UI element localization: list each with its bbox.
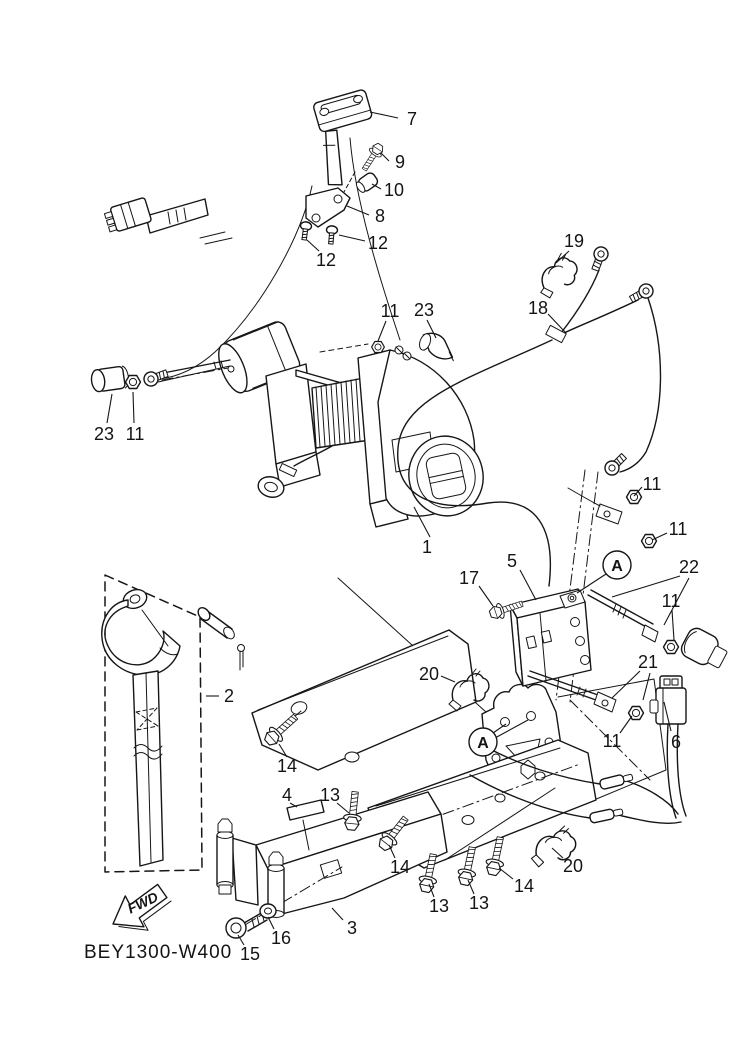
callout-11b (652, 519, 687, 540)
svg-text:21: 21 (637, 652, 659, 672)
bullet-terminal (589, 807, 623, 824)
callout-2 (206, 686, 234, 706)
callout-11t (378, 301, 399, 341)
svg-text:13: 13 (428, 896, 450, 916)
svg-text:18: 18 (527, 298, 549, 318)
callout-13c (468, 880, 489, 913)
hook (102, 586, 180, 675)
callout-9 (381, 152, 405, 172)
svg-text:14: 14 (513, 876, 535, 896)
catalog-code: BEY1300-W400 (84, 942, 233, 963)
svg-text:13: 13 (319, 785, 341, 805)
svg-text:23: 23 (93, 424, 115, 444)
svg-text:11: 11 (380, 301, 400, 321)
svg-text:7: 7 (406, 109, 418, 129)
callout-11c (662, 591, 681, 640)
svg-text:1: 1 (421, 537, 433, 557)
callout-4 (282, 785, 297, 807)
svg-text:2: 2 (223, 686, 235, 706)
roller (217, 819, 233, 894)
switch-connector (103, 197, 151, 233)
callout-7 (370, 109, 417, 129)
callout-11l (126, 392, 145, 444)
svg-text:11: 11 (602, 731, 622, 751)
svg-text:12: 12 (367, 233, 389, 253)
svg-text:12: 12 (315, 250, 337, 270)
lead-wire-22 (588, 590, 731, 673)
strap (133, 671, 163, 866)
cotter-pin (238, 645, 245, 671)
fwd-direction-arrow (104, 878, 178, 943)
relay-assembly-5 (488, 589, 591, 686)
callout-23l (94, 394, 114, 444)
fairlead-3 (217, 792, 450, 938)
callout-23t (414, 300, 436, 338)
svg-text:11: 11 (668, 519, 688, 539)
terminal-boot-23-top (417, 330, 460, 363)
callout-20l (552, 848, 583, 876)
callout-3 (332, 908, 357, 938)
svg-text:3: 3 (346, 918, 358, 938)
svg-text:4: 4 (281, 785, 293, 805)
svg-text:5: 5 (506, 551, 518, 571)
clevis-pin (196, 605, 237, 640)
callout-17 (459, 568, 493, 606)
washer-16 (260, 904, 276, 918)
svg-text:13: 13 (468, 893, 490, 913)
svg-text:22: 22 (678, 557, 700, 577)
callout-15 (238, 935, 260, 964)
left-terminal-group (90, 360, 230, 392)
svg-text:11: 11 (661, 591, 681, 611)
callout-12a (339, 233, 388, 253)
svg-text:11: 11 (125, 424, 145, 444)
boot-22 (678, 625, 731, 673)
svg-text:19: 19 (563, 231, 585, 251)
terminal-boot-23 (90, 366, 130, 393)
svg-text:17: 17 (458, 568, 480, 588)
callout-5 (507, 551, 536, 600)
bracket-8 (306, 188, 350, 227)
svg-text:8: 8 (374, 206, 386, 226)
callout-21 (612, 652, 658, 700)
callout-18 (528, 298, 566, 333)
svg-text:14: 14 (276, 756, 298, 776)
svg-text:9: 9 (394, 152, 406, 172)
svg-text:20: 20 (418, 664, 440, 684)
svg-text:14: 14 (389, 857, 411, 877)
fwd-label: FWD (124, 888, 161, 917)
callout-8 (347, 206, 385, 226)
svg-text:16: 16 (270, 928, 292, 948)
callout-11d (603, 716, 632, 751)
svg-text:23: 23 (413, 300, 435, 320)
bullet-terminal (599, 772, 633, 790)
svg-text:6: 6 (670, 732, 682, 752)
callout-13a (320, 785, 349, 813)
svg-text:20: 20 (562, 856, 584, 876)
svg-text:15: 15 (239, 944, 261, 964)
svg-text:10: 10 (383, 180, 405, 200)
view-marker-a1 (577, 551, 631, 593)
callout-14c (499, 868, 534, 896)
marker-label: A (477, 735, 489, 752)
svg-text:11: 11 (642, 474, 662, 494)
switch-bracket-group (299, 141, 386, 244)
callout-16 (268, 917, 291, 948)
marker-label: A (611, 558, 623, 575)
